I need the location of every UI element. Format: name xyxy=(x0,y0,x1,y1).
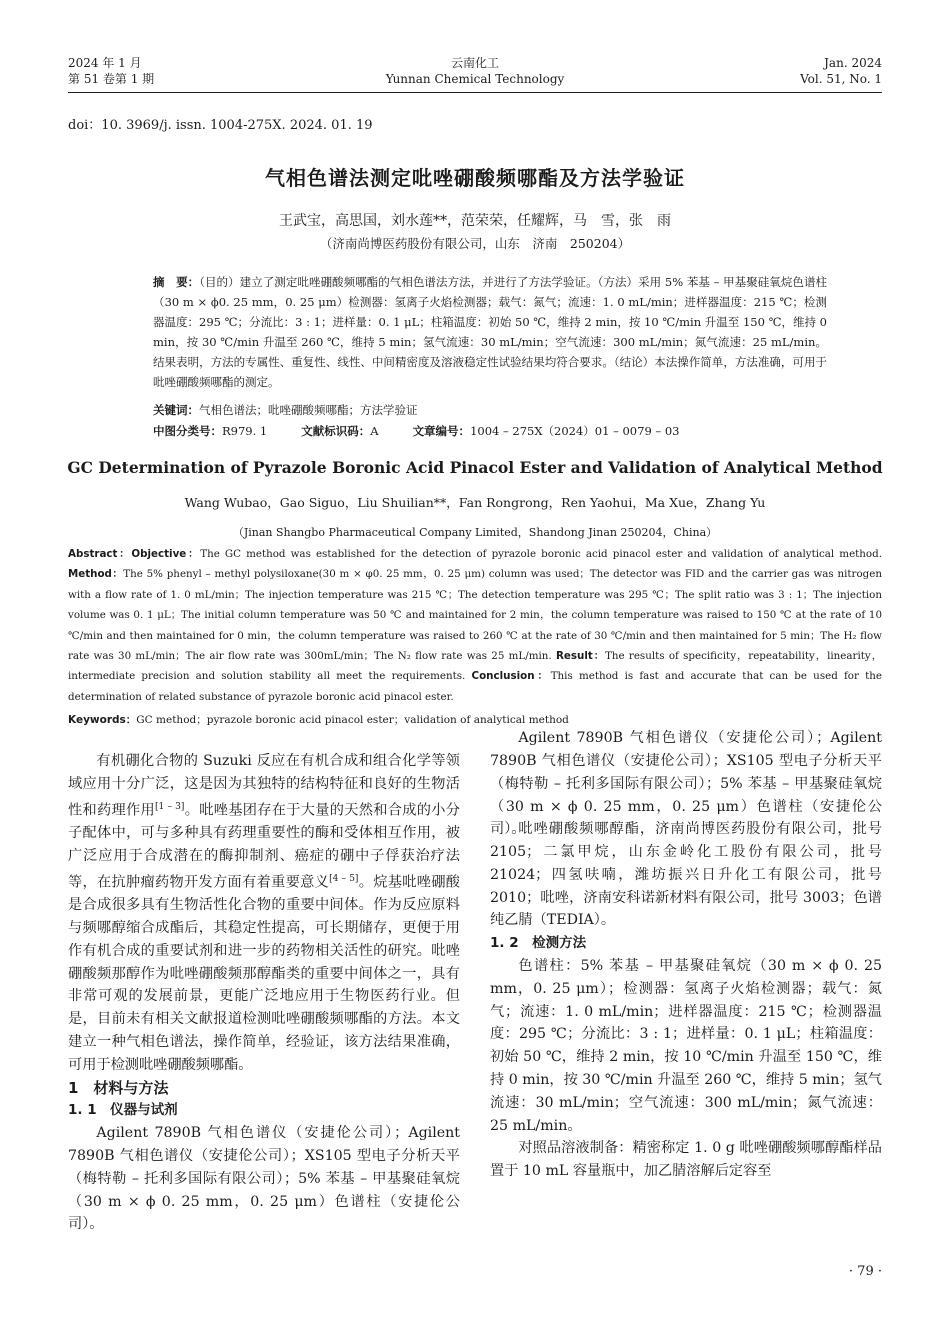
keywords-en-text: GC method；pyrazole boronic acid pinacol ester；validation of analytical method xyxy=(136,714,569,726)
header-journal-en: Yunnan Chemical Technology xyxy=(385,72,565,86)
doc-code-label: 文献标识码： xyxy=(301,424,371,438)
keywords-en xyxy=(68,712,882,727)
citation-1-3[interactable]: [1 – 3] xyxy=(155,801,185,812)
method-paragraph: 色谱柱：5% 苯基 – 甲基聚硅氧烷（30 m × ϕ 0. 25 mm，0. 25 μm）；检测器：氢离子火焰检测器；载气：氮气；流速：1. 0 mL/min；进样器温度：215 ℃；检测器温度：295 ℃；分流比：3 : 1；进样量：0. 1 μL；柱箱温度：初始 50 ℃，维持 2 min，按 10 ℃/min 升温至 150 ℃，维持 0 min，按 30 ℃/min 升温至 260 ℃，维持 5 min；氢气流速：30 mL/min；空气流速：300 mL/min；氮气流速：25 mL/min。 xyxy=(490,957,882,1134)
header-volume-en: Vol. 51, No. 1 xyxy=(800,72,882,86)
doi[interactable]: doi：10. 3969/j. issn. 1004-275X. 2024. 01. 19 xyxy=(68,118,373,133)
result-text: The results of specificity，repeatability，linearity，intermediate precision and solution stability all meet the requirements. xyxy=(68,650,882,683)
abstract-zh-text: （目的）建立了测定吡唑硼酸频哪酯的气相色谱法方法，并进行了方法学验证。（方法）采用 5% 苯基 – 甲基聚硅氧烷色谱柱（30 m × ϕ0. 25 mm，0. 25 μm）检测器：氢离子火焰检测器；载气：氮气；流速：1. 0 mL/min；进样器温度：215 ℃；检测器温度：295 ℃；分流比：3 : 1；进样量：0. 1 μL；柱箱温度：初始 50 ℃，维持 2 min，按 10 ℃/min 升温至 150 ℃，维持 0 min，按 30 ℃/min 升温至 260 ℃，维持 5 min；氢气流速：30 mL/min；空气流速：300 mL/min；氮气流速：25 mL/min。结果表明，方法的专属性、重复性、线性、中间精密度及溶液稳定性试验结果均符合要求。（结论）本法操作简单，方法准确，可用于吡唑硼酸频哪酯的测定。 xyxy=(153,275,827,389)
affiliation-en: （Jinan Shangbo Pharmaceutical Company Limited，Shandong Jinan 250204，China） xyxy=(232,526,718,539)
page-number: · 79 · xyxy=(848,1264,882,1279)
abstract-en xyxy=(68,544,882,707)
section-heading-1: 1 材料与方法 xyxy=(68,1078,169,1097)
header-date-en: Jan. 2024 xyxy=(824,56,882,70)
abstract-zh xyxy=(153,272,827,392)
instruments-text-start: Agilent 7890B 气相色谱仪（安捷伦公司）；Agilent 7890B 气相色谱仪（安捷伦公司）；XS105 型电子分析天平（梅特勒 – 托利多国际有限公司）；5% 苯基 – 甲基聚硅氧烷（30 m × ϕ 0. 25 mm，0. 25 μm）色谱柱（安捷伦公司）。 xyxy=(68,1125,460,1233)
conclusion-label: Conclusion： xyxy=(471,670,551,683)
body-left-column xyxy=(68,750,460,1233)
clc-label: 中图分类号： xyxy=(153,424,222,438)
citation-4-5[interactable]: [4 – 5] xyxy=(329,873,359,884)
result-label: Result： xyxy=(555,650,606,663)
intro-text-a: 有机硼化合物的 Suzuki 反应在有机合成和组合化学等领域应用十分广泛，这是因为其独特的结构特征和良好的生物活性和药理作用 xyxy=(68,753,460,819)
body-right-column xyxy=(490,730,882,1183)
keywords-zh-label: 关键词： xyxy=(153,403,199,417)
paper-title: 气相色谱法测定吡唑硼酸频哪酯及方法学验证 xyxy=(265,166,685,190)
instruments-paragraph-continued xyxy=(490,727,882,838)
header-journal-cn: 云南化工 xyxy=(450,56,499,70)
instruments-paragraph-start xyxy=(68,1122,460,1233)
intro-text-b: 。吡唑基团存在于大量的天然和合成的小分子配体中，可与多种具有药理重要性的酶和受体相互作用，被广泛应用于合成潜在的酶抑制剂、癌症的硼中子俘获治疗法等，在抗肿瘤药物开发方面有着重要意义 xyxy=(68,802,460,891)
objective-text: The GC method was established for the detection of pyrazole boronic acid pinacol ester and validation of analytical method. xyxy=(200,548,882,560)
instruments-text-continued: Agilent 7890B 气相色谱仪（安捷伦公司）；Agilent 7890B 气相色谱仪（安捷伦公司）；XS105 型电子分析天平（梅特勒 – 托利多国际有限公司）；5% 苯基 – 甲基聚硅氧烷（30 m × ϕ 0. 25 mm，0. 25 μm）色谱柱（安捷伦公司）。 xyxy=(490,730,882,838)
article-no-value: 1004 – 275X（2024）01 – 0079 – 03 xyxy=(470,424,680,438)
affiliation: （济南尚博医药股份有限公司，山东 济南 250204） xyxy=(319,236,631,251)
classification-line xyxy=(153,422,827,440)
header-volume: 第 51 卷第 1 期 xyxy=(68,72,155,86)
article-no-label: 文章编号： xyxy=(412,424,471,438)
reagents-paragraph: 吡唑硼酸频哪醇酯，济南尚博医药股份有限公司，批号 2105；二氯甲烷，山东金岭化工股份有限公司，批号 21024；四氢呋喃，潍坊振兴日升化工有限公司，批号 2010；吡唑，济南安科诺新材料有限公司，批号 3003；色谱纯乙腈（TEDIA）。 xyxy=(490,821,882,929)
doc-code-value: A xyxy=(370,424,379,438)
paper-title-en: GC Determination of Pyrazole Boronic Acid Pinacol Ester and Validation of Analytical Method xyxy=(67,458,883,477)
keywords-zh xyxy=(153,401,827,419)
section-heading-1-2: 1. 2 检测方法 xyxy=(490,935,587,952)
intro-paragraph xyxy=(68,750,460,1077)
abstract-zh-label: 摘 要： xyxy=(153,275,200,289)
author-list-en: Wang Wubao，Gao Siguo，Liu Shuilian**，Fan Rongrong，Ren Yaohui，Ma Xue，Zhang Yu xyxy=(184,495,766,510)
section-heading-1-1: 1. 1 仪器与试剂 xyxy=(68,1102,178,1119)
method-text: The 5% phenyl – methyl polysiloxane(30 m × φ0. 25 mm，0. 25 μm) column was used；The detector was FID and the carrier gas was nitrogen with a flow rate of 1. 0 mL/min；The injection temperature was 215 ℃；The detection temperature was 295 ℃；The split ratio was 3 : 1；The injection volume was 0. 1 μL；The initial column temperature was 50 ℃ and maintained for 2 min，the column temperature was raised to 150 ℃ at the rate of 10 ℃/min and then maintained for 0 min，the column temperature was raised to 260 ℃ at the rate of 30 ℃/min and then maintained for 5 min；The H₂ flow rate was 30 mL/min；The air flow rate was 300mL/min；The N₂ flow rate was 25 mL/min. xyxy=(68,568,882,663)
clc-value: R979. 1 xyxy=(222,424,268,438)
reference-solution-paragraph: 对照品溶液制备：精密称定 1. 0 g 吡唑硼酸频哪醇酯样品置于 10 mL 容量瓶中，加乙腈溶解后定容至 xyxy=(490,1140,882,1180)
header-rule xyxy=(68,92,882,93)
intro-text-c: 。烷基吡唑硼酸是合成很多具有生物活性化合物的重要中间体。作为反应原料与频哪醇缩合成酯后，其稳定性提高，可长期储存，更便于用作有机合成的重要试剂和进一步的药物相关活性的研究。吡唑硼酸频那醇作为吡唑硼酸频那醇酯类的重要中间体之一，具有非常可观的发展前景，更能广泛地应用于生物医药行业。但是，目前未有相关文献报道检测吡唑硼酸频哪酯的方法。本文建立一种气相色谱法，操作简单，经验证，该方法结果准确，可用于检测吡唑硼酸频哪酯。 xyxy=(68,874,460,1073)
author-list: 王武宝，高思国，刘水莲**，范荣荣，任耀辉，马 雪，张 雨 xyxy=(279,213,671,229)
keywords-en-label: Keywords： xyxy=(68,714,137,726)
header-issue-date: 2024 年 1 月 xyxy=(68,56,142,70)
objective-label: Objective： xyxy=(131,548,201,560)
method-label: Method： xyxy=(68,568,124,581)
keywords-zh-text: 气相色谱法；吡唑硼酸频哪酯；方法学验证 xyxy=(199,403,418,417)
abstract-en-label: Abstract： xyxy=(68,548,132,560)
conclusion-text: This method is fast and accurate that can be used for the determination of related substance of pyrazole boronic acid pinacol ester. xyxy=(68,670,882,703)
